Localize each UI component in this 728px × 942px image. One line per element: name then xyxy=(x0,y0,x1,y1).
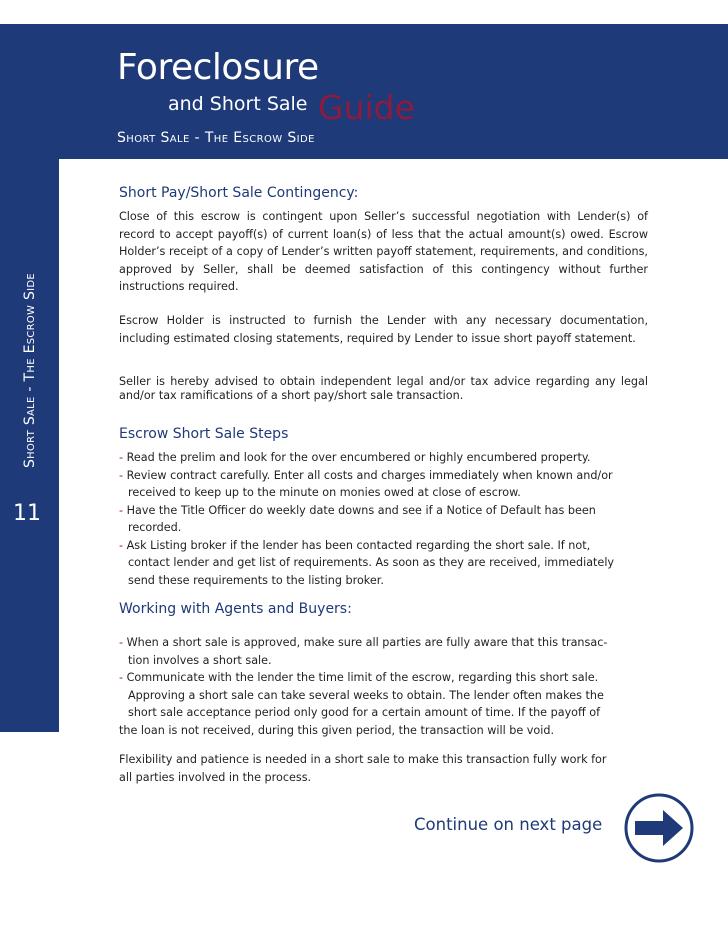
list-item: - Read the prelim and look for the over encumbered or highly encumbered property. xyxy=(119,451,591,464)
agents-list xyxy=(119,634,607,739)
contingency-paragraph xyxy=(119,208,648,296)
list-item-continued: recorded. xyxy=(128,521,182,534)
right-arrow-icon xyxy=(623,792,695,864)
guide-title: Foreclosure xyxy=(117,47,319,88)
closing-line: all parties involved in the process. xyxy=(119,770,312,784)
top-strip xyxy=(0,0,728,24)
advice-paragraph xyxy=(119,375,648,403)
next-page-button[interactable] xyxy=(623,792,695,864)
list-item-continued: the loan is not received, during this given period, the transaction will be void. xyxy=(119,723,555,737)
list-item-continued: send these requirements to the listing broker. xyxy=(128,573,384,587)
guide-word: Guide xyxy=(318,88,415,127)
list-item: - When a short sale is approved, make sure all parties are fully aware that this transac- xyxy=(119,636,608,649)
list-item: - Communicate with the lender the time limit of the escrow, regarding this short sale. xyxy=(119,671,599,684)
list-item-continued: contact lender and get list of requirements. As soon as they are received, immediately xyxy=(128,556,615,569)
sidebar-section-label: Short Sale - The Escrow Side xyxy=(22,272,38,468)
documentation-text: Escrow Holder is instructed to furnish the Lender with any necessary documentation, including estimated closing statements, required by Lender to issue short payoff statement. xyxy=(119,314,648,345)
list-item: - Review contract carefully. Enter all costs and charges immediately when known and/or xyxy=(119,468,613,482)
steps-list xyxy=(119,449,614,589)
list-item: - Ask Listing broker if the lender has been contacted regarding the short sale. If not, xyxy=(119,538,591,552)
contingency-heading: Short Pay/Short Sale Contingency: xyxy=(119,185,359,201)
agents-heading: Working with Agents and Buyers: xyxy=(119,601,352,617)
guide-subtitle: and Short Sale xyxy=(168,93,308,115)
closing-paragraph xyxy=(119,751,606,786)
documentation-paragraph xyxy=(119,312,648,347)
advice-text: Seller is hereby advised to obtain independent legal and/or tax advice regarding any legal and/or tax ramifications of a short pay/short sale transaction. xyxy=(119,375,648,402)
steps-heading: Escrow Short Sale Steps xyxy=(119,426,289,442)
contingency-text: Close of this escrow is contingent upon Seller’s successful negotiation with Lender(s) of record to accept payoff(s) of current loan(s) of less that the actual amount(s) owed. Escrow Holder’s receipt of a copy of Lender’s written payoff statement, requirements, and conditions, approved by Seller, shall be deemed satisfaction of this contingency without further instructions required. xyxy=(119,210,648,293)
list-item-continued: short sale acceptance period only good for a certain amount of time. If the payoff of xyxy=(128,706,601,719)
list-item-continued: received to keep up to the minute on monies owed at close of escrow. xyxy=(128,486,521,499)
list-item-continued: Approving a short sale can take several weeks to obtain. The lender often makes the xyxy=(128,688,604,702)
closing-line: Flexibility and patience is needed in a short sale to make this transaction fully work for xyxy=(119,753,607,766)
list-item: - Have the Title Officer do weekly date downs and see if a Notice of Default has been xyxy=(119,503,596,517)
continue-link[interactable]: Continue on next page xyxy=(414,815,603,834)
page-number: 11 xyxy=(13,501,41,526)
list-item-continued: tion involves a short sale. xyxy=(128,653,272,667)
section-title: Short Sale - The Escrow Side xyxy=(117,130,315,146)
